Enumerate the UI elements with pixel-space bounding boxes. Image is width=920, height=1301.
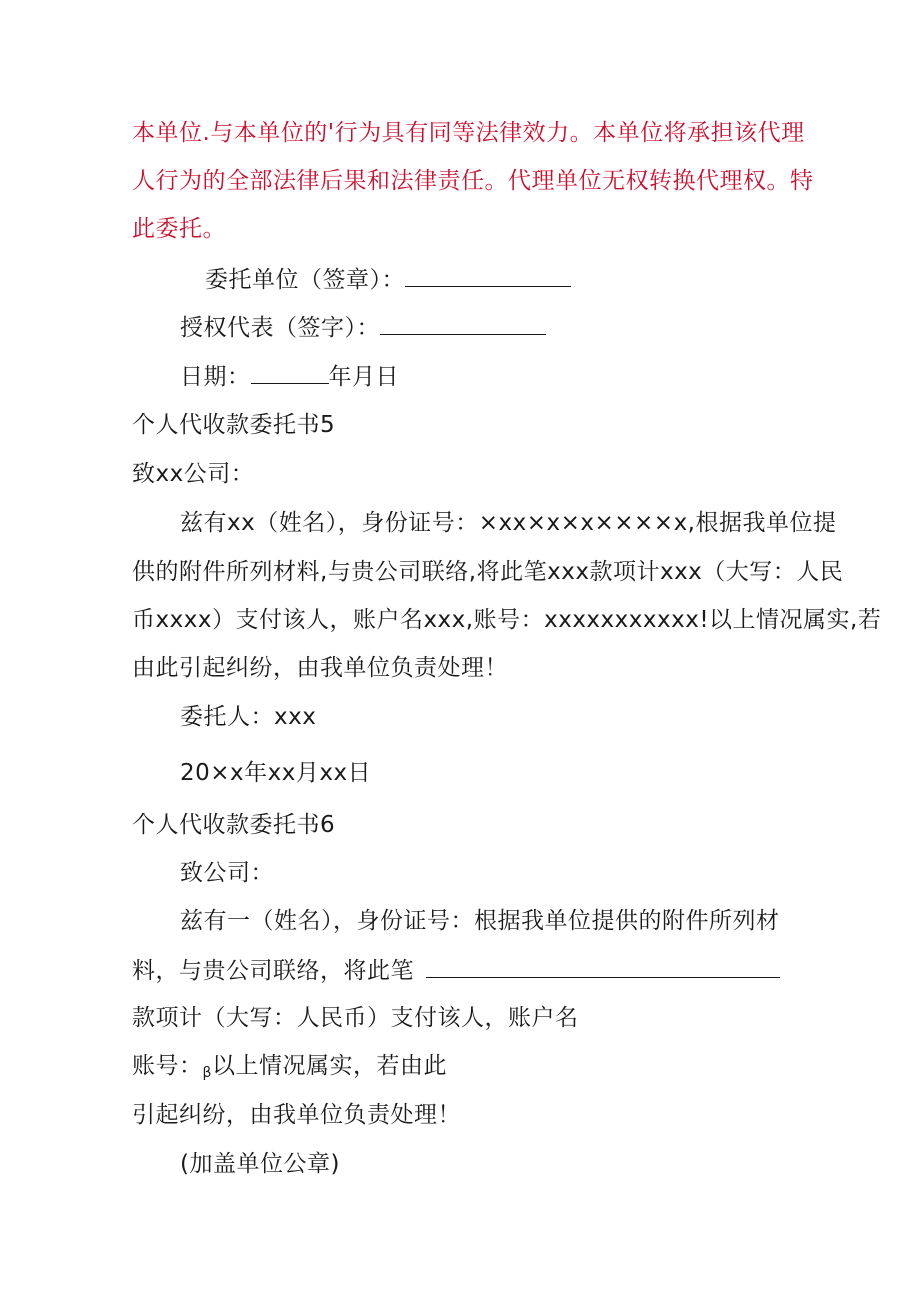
paragraph-line: 币xxxx）支付该人，账户名xxx,账号：xxxxxxxxxxx!以上情况属实,若 — [132, 607, 882, 633]
paragraph-line: 兹有xx（姓名），身份证号：×xx×x×x××××x,根据我单位提 — [180, 510, 837, 536]
paragraph-line: 兹有一（姓名），身份证号：根据我单位提供的附件所列材 — [180, 908, 780, 934]
addressee: 致xx公司： — [132, 461, 255, 487]
principal-label: 委托单位（签章）： — [205, 267, 405, 293]
signature-blank — [380, 312, 546, 335]
paragraph-line: 人行为的全部法律后果和法律责任。代理单位无权转换代理权。特 — [132, 168, 814, 194]
paragraph-line: 由此引起纠纷，由我单位负责处理！ — [132, 655, 508, 681]
paragraph-line: 此委托。 — [132, 216, 226, 242]
paragraph-line: 供的附件所列材料,与贵公司联络,将此笔xxx款项计xxx（大写：人民 — [132, 559, 844, 585]
paragraph-line: 本单位.与本单位的'行为具有同等法律效力。本单位将承担该代理 — [132, 120, 805, 146]
paragraph-text: 以上情况属实，若由此 — [211, 1053, 447, 1079]
addressee: 致公司： — [180, 860, 274, 886]
signature-blank — [405, 264, 571, 287]
account-label: 账号： — [132, 1053, 203, 1079]
section-title: 个人代收款委托书5 — [132, 412, 336, 438]
representative-signature-line — [180, 312, 546, 343]
representative-label: 授权代表（签字）： — [180, 315, 380, 341]
letter-date: 20×x年xx月xx日 — [180, 760, 372, 786]
principal-signature-line — [205, 264, 571, 295]
paragraph-line: 款项计（大写：人民币）支付该人，账户名 — [132, 1005, 579, 1031]
paragraph-line: 引起纠纷，由我单位负责处理！ — [132, 1102, 461, 1128]
subscript-mark: β — [202, 1065, 212, 1081]
date-line — [180, 361, 399, 392]
section-title: 个人代收款委托书6 — [132, 812, 336, 838]
amount-blank — [426, 955, 780, 978]
paragraph-text: 料，与贵公司联络，将此笔 — [132, 958, 414, 984]
seal-note: (加盖单位公章) — [180, 1151, 340, 1177]
date-suffix: 年月日 — [328, 364, 399, 390]
date-blank — [251, 361, 329, 384]
paragraph-line-with-blank — [132, 955, 780, 986]
paragraph-line — [132, 1051, 447, 1088]
date-label: 日期： — [180, 364, 251, 390]
principal-name: 委托人：xxx — [180, 704, 317, 730]
